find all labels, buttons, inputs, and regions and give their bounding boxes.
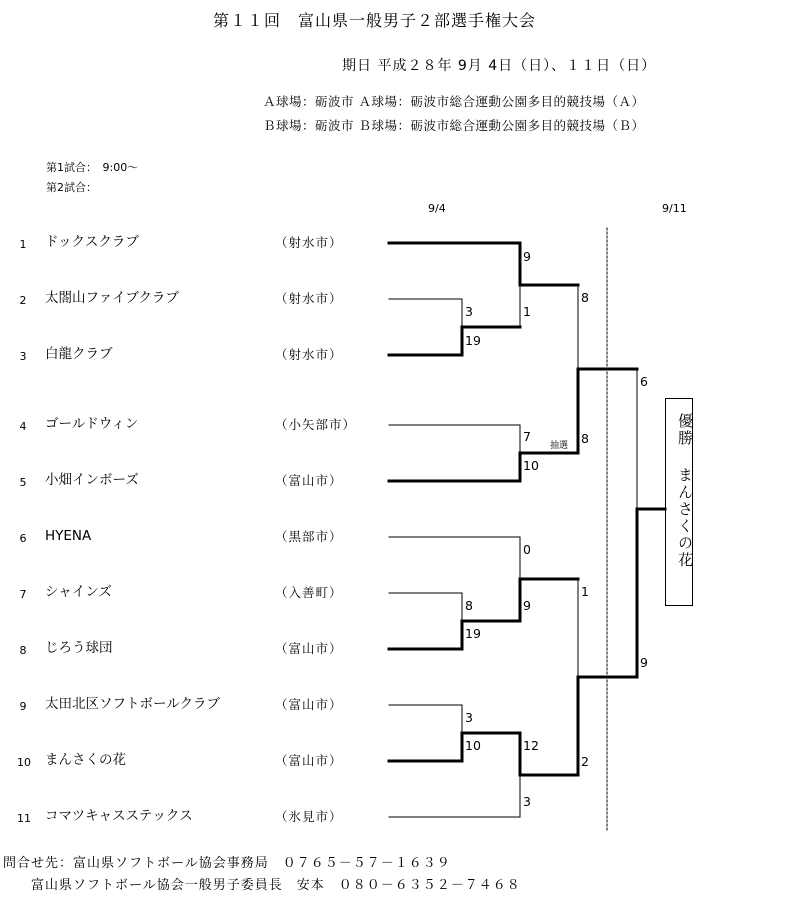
event-date: 期日 平成２８年 9月 4日（日）、１１日（日） [342, 58, 657, 74]
venue-a: Ａ球場：砺波市 Ａ球場：砺波市総合運動公園多目的競技場（Ａ） [263, 94, 645, 109]
score: 3 [465, 304, 473, 319]
team-city: （射水市） [275, 347, 343, 362]
game1-time: 第1試合： 9:00～ [46, 161, 139, 174]
team-city: （富山市） [275, 753, 343, 768]
team-city: （小矢部市） [275, 417, 357, 432]
team-number: 11 [17, 812, 31, 825]
team-city: （射水市） [275, 291, 343, 306]
score: 1 [581, 584, 589, 599]
round1-date: 9/4 [428, 202, 446, 215]
team-city: （入善町） [275, 585, 343, 600]
venue-b: Ｂ球場：砺波市 Ｂ球場：砺波市総合運動公園多目的競技場（Ｂ） [263, 118, 645, 133]
team-name: HYENA [45, 528, 92, 544]
champion-label: 優勝 [676, 413, 694, 447]
team-number: 6 [19, 532, 27, 545]
team-city: （氷見市） [275, 809, 343, 824]
team-city: （富山市） [275, 473, 343, 488]
team-name: まんさくの花 [45, 752, 126, 768]
contact-line-1: 問合せ先：富山県ソフトボール協会事務局 ０７６５－５７－１６３９ [3, 856, 451, 871]
team-name: 太田北区ソフトボールクラブ [45, 696, 220, 712]
score: 9 [523, 598, 531, 613]
score: 3 [523, 794, 531, 809]
team-name: じろう球団 [45, 640, 113, 656]
score: 0 [523, 542, 531, 557]
champion-box [665, 398, 693, 606]
score: 12 [523, 738, 539, 753]
score: 8 [581, 431, 589, 446]
lottery-note: 抽選 [550, 441, 569, 451]
score: 9 [523, 249, 531, 264]
team-name: 太閤山ファイブクラブ [45, 290, 179, 306]
team-number: 7 [19, 588, 27, 601]
team-number: 3 [19, 350, 27, 363]
page-title: 第１１回 富山県一般男子２部選手権大会 [213, 11, 537, 30]
score: 7 [523, 429, 531, 444]
team-name: シャインズ [45, 584, 112, 600]
team-name: ドックスクラブ [45, 234, 139, 250]
team-name: コマツキャスステックス [45, 808, 193, 824]
score: 3 [465, 710, 473, 725]
score: 9 [640, 655, 648, 670]
score: 19 [465, 333, 481, 348]
team-number: 4 [19, 420, 27, 433]
score: 8 [581, 290, 589, 305]
score: 6 [640, 374, 648, 389]
score: 2 [581, 754, 589, 769]
team-number: 8 [19, 644, 27, 657]
score: 19 [465, 626, 481, 641]
team-number: 1 [19, 238, 27, 251]
team-city: （富山市） [275, 697, 343, 712]
team-city: （射水市） [275, 235, 343, 250]
score: 1 [523, 304, 531, 319]
team-name: 白龍クラブ [45, 346, 113, 362]
team-city: （黒部市） [275, 529, 343, 544]
team-number: 10 [17, 756, 31, 769]
team-name: 小畑インボーズ [45, 472, 139, 488]
score: 10 [523, 458, 539, 473]
contact-line-2: 富山県ソフトボール協会一般男子委員長 安本 ０８０－６３５２－７４６８ [31, 878, 521, 893]
score: 10 [465, 738, 481, 753]
champion-team: まんさくの花 [676, 467, 694, 569]
team-number: 5 [19, 476, 27, 489]
score: 8 [465, 598, 473, 613]
team-city: （富山市） [275, 641, 343, 656]
team-number: 9 [19, 700, 27, 713]
team-number: 2 [19, 294, 27, 307]
team-name: ゴールドウィン [45, 416, 139, 432]
game2-time: 第2試合： [46, 181, 97, 194]
final-date: 9/11 [662, 202, 687, 215]
